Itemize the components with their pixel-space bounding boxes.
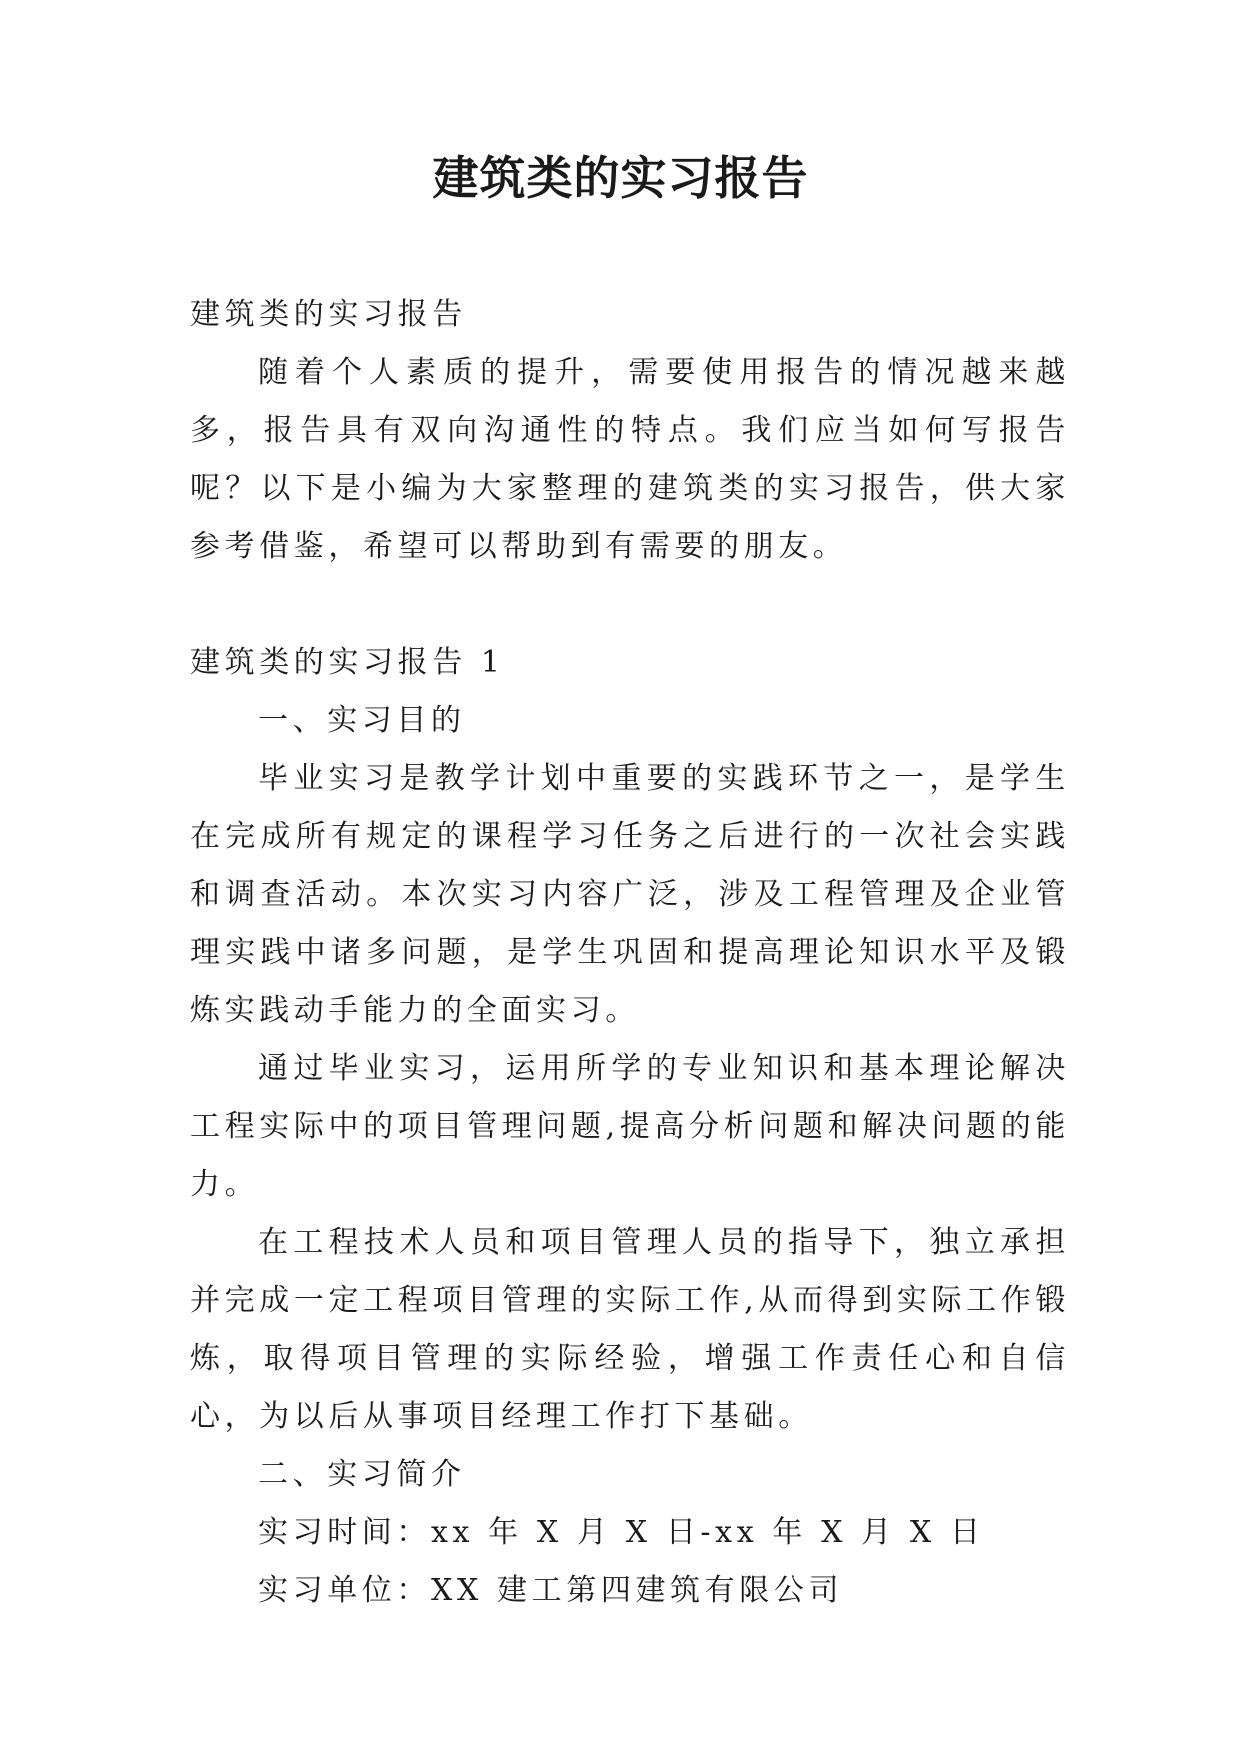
body-paragraph: 毕业实习是教学计划中重要的实践环节之一，是学生在完成所有规定的课程学习任务之后进行的一次社会实践和调查活动。本次实习内容广泛，涉及工程管理及企业管理实践中诸多问题，是学生巩固和提高理论知识水平及锻炼实践动手能力的全面实习。 <box>190 761 1070 1028</box>
subtitle-line: 建筑类的实习报告 <box>190 297 467 332</box>
info-line-unit: 实习单位：XX 建工第四建筑有限公司 <box>258 1573 844 1608</box>
paragraph-spacer <box>190 576 1070 634</box>
info-line-time: 实习时间：xx 年 X 月 X 日-xx 年 X 月 X 日 <box>258 1515 985 1550</box>
subsection-heading: 一、实习目的 <box>258 703 466 738</box>
document-body <box>190 286 1070 1620</box>
section-heading: 建筑类的实习报告 1 <box>190 645 505 680</box>
body-paragraph: 通过毕业实习，运用所学的专业知识和基本理论解决工程实际中的项目管理问题,提高分析问题和解决问题的能力。 <box>190 1051 1070 1202</box>
subsection-heading: 二、实习简介 <box>258 1457 466 1492</box>
document-title: 建筑类的实习报告 <box>432 151 809 205</box>
intro-paragraph: 随着个人素质的提升，需要使用报告的情况越来越多，报告具有双向沟通性的特点。我们应当如何写报告呢？以下是小编为大家整理的建筑类的实习报告，供大家参考借鉴，希望可以帮助到有需要的朋友。 <box>190 355 1070 564</box>
body-paragraph: 在工程技术人员和项目管理人员的指导下，独立承担并完成一定工程项目管理的实际工作,从而得到实际工作锻炼，取得项目管理的实际经验，增强工作责任心和自信心，为以后从事项目经理工作打下基础。 <box>190 1225 1070 1434</box>
